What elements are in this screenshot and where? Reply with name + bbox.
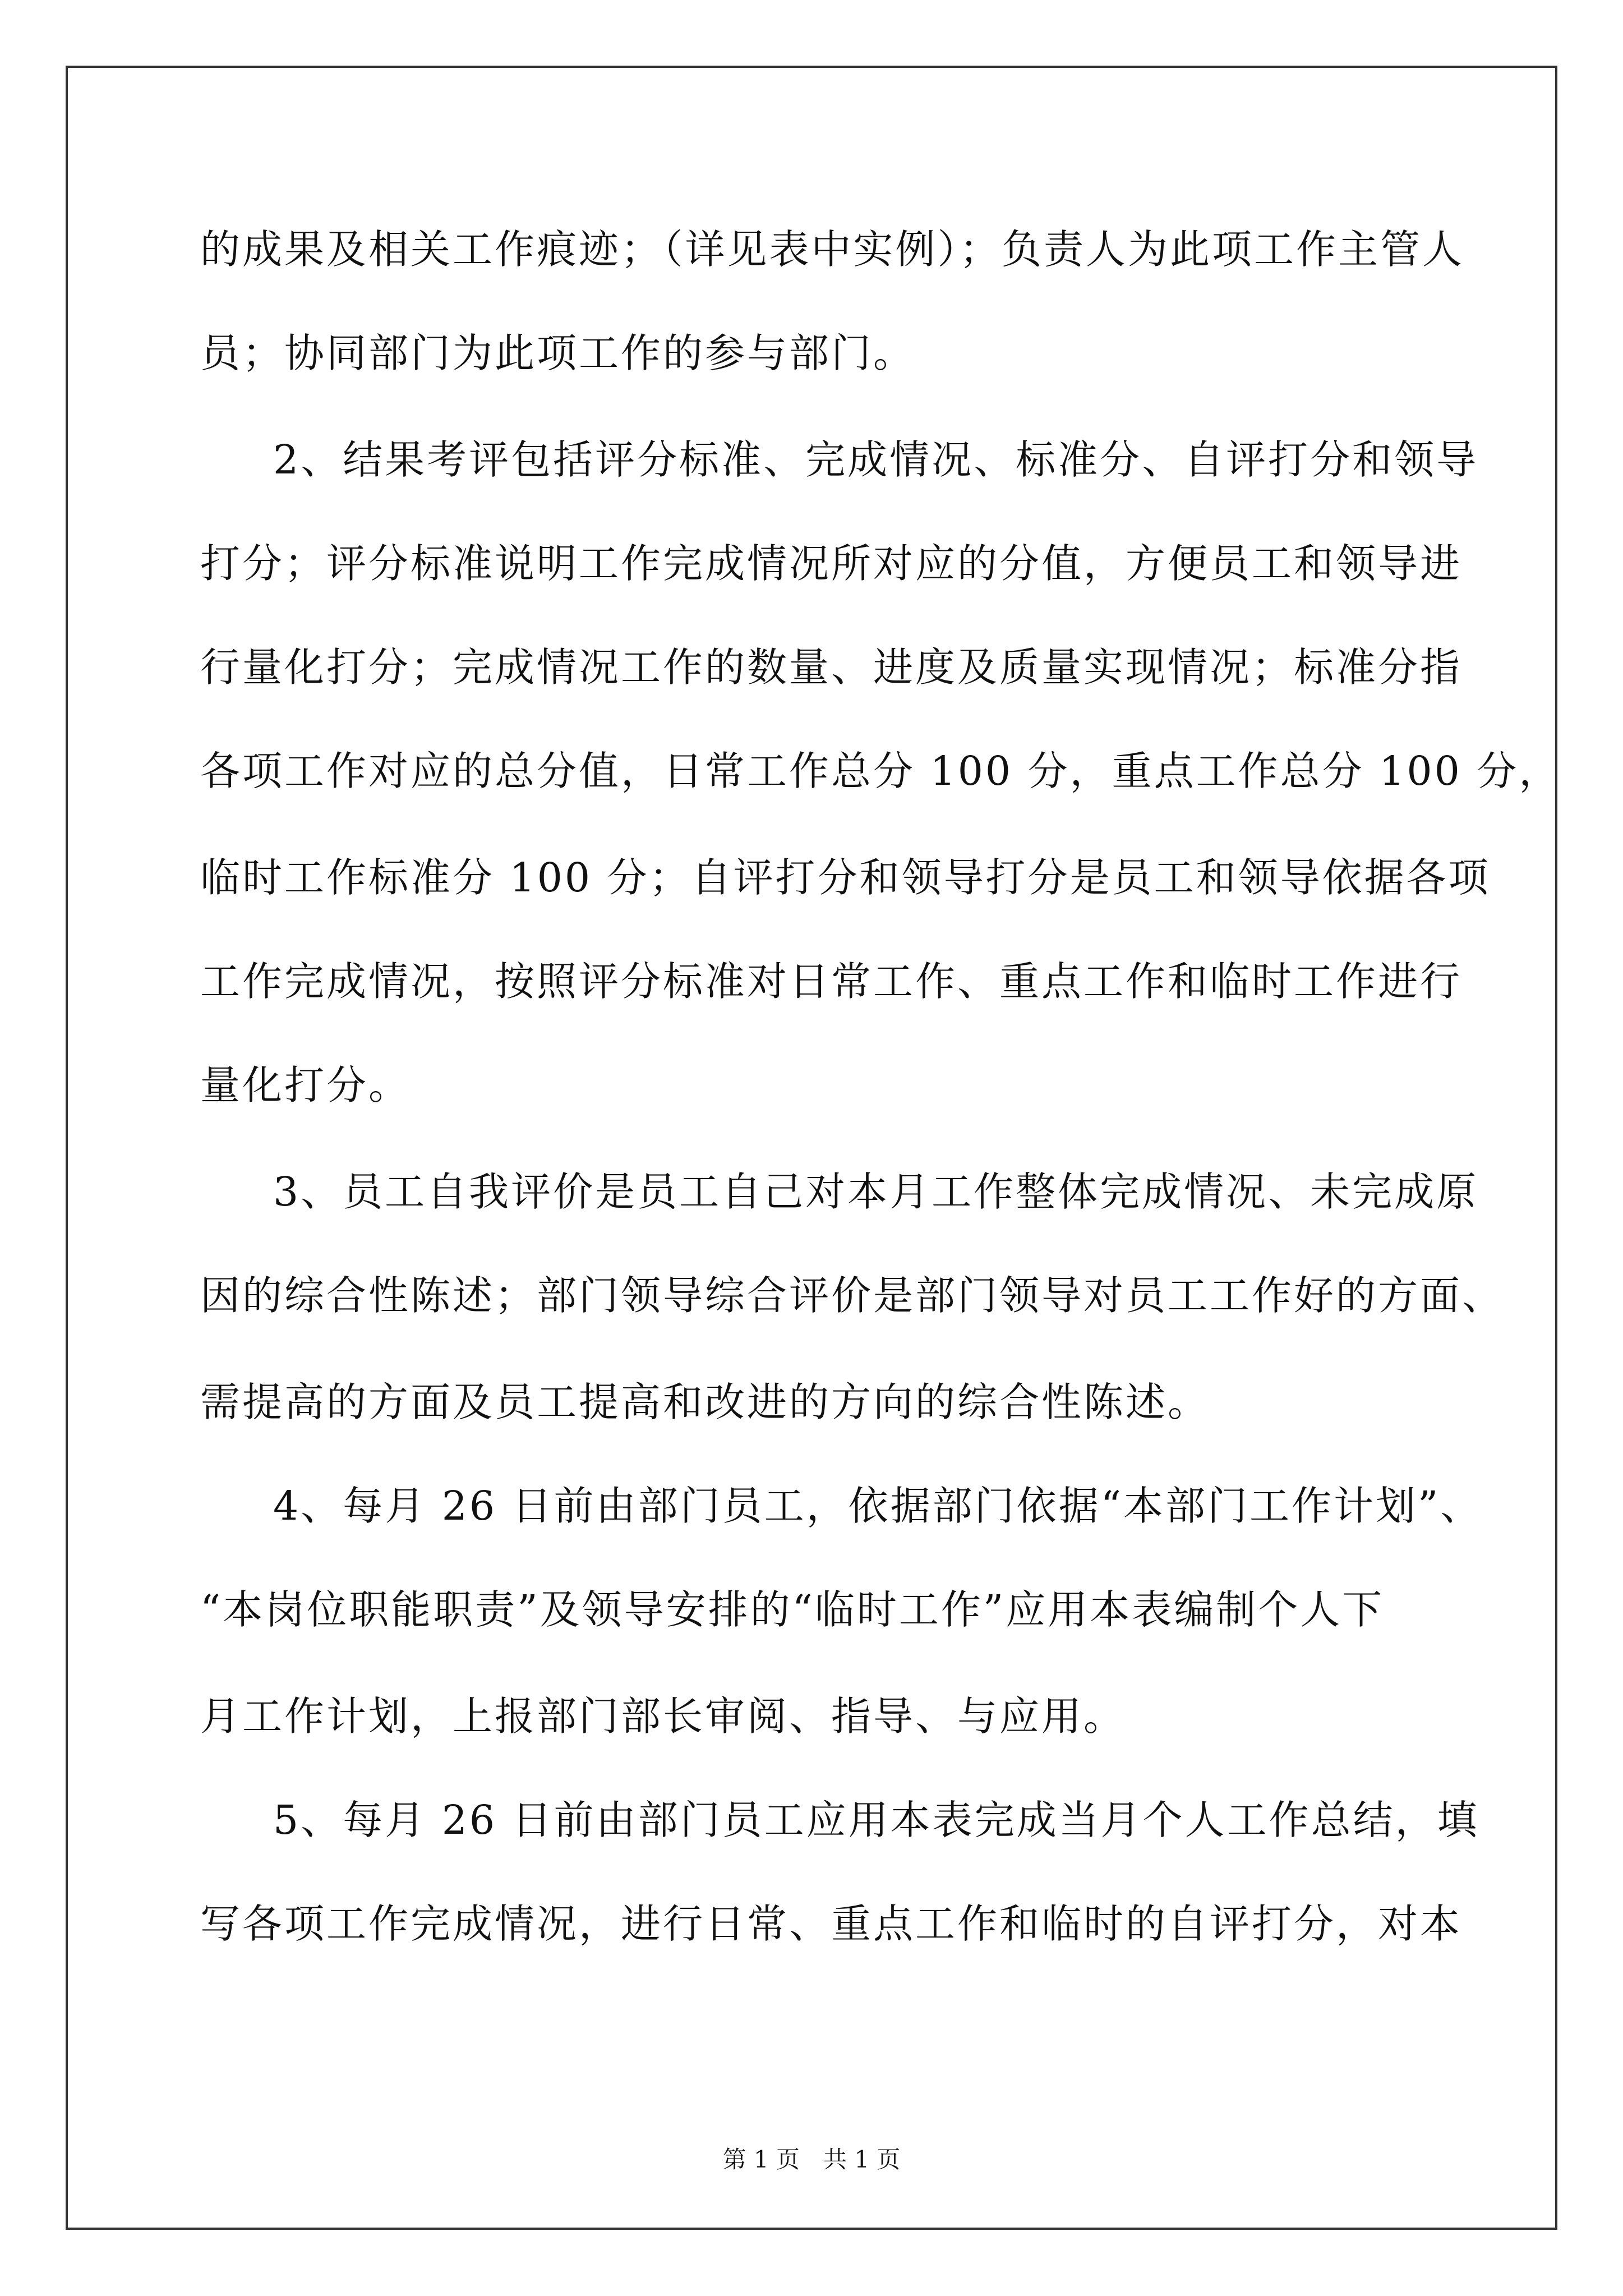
paragraph-3-start: 3、员工自我评价是员工自己对本月工作整体完成情况、未完成原 — [273, 1168, 1479, 1215]
text-line: 需提高的方面及员工提高和改进的方向的综合性陈述。 — [200, 1379, 1210, 1425]
text-line: 打分；评分标准说明工作完成情况所对应的分值，方便员工和领导进 — [200, 540, 1463, 587]
text-line: 各项工作对应的总分值，日常工作总分 100 分，重点工作总分 100 分， — [200, 748, 1561, 794]
text-line: 行量化打分；完成情况工作的数量、进度及质量实现情况；标准分指 — [200, 644, 1463, 691]
text-line: 临时工作标准分 100 分；自评打分和领导打分是员工和领导依据各项 — [200, 854, 1491, 901]
paragraph-5-start: 5、每月 26 日前由部门员工应用本表完成当月个人工作总结，填 — [273, 1797, 1479, 1843]
paragraph-4-start: 4、每月 26 日前由部门员工，依据部门依据“本部门工作计划”、 — [273, 1483, 1483, 1529]
text-line: 写各项工作完成情况，进行日常、重点工作和临时的自评打分，对本 — [200, 1901, 1463, 1947]
paragraph-2-start: 2、结果考评包括评分标准、完成情况、标准分、自评打分和领导 — [273, 436, 1479, 483]
text-line: 工作完成情况，按照评分标准对日常工作、重点工作和临时工作进行 — [200, 958, 1463, 1005]
text-line: 员；协同部门为此项工作的参与部门。 — [200, 330, 916, 376]
text-line: 的成果及相关工作痕迹；（详见表中实例）；负责人为此项工作主管人 — [200, 226, 1465, 273]
text-line: “本岗位职能职责”及领导安排的“临时工作”应用本表编制个人下 — [200, 1586, 1385, 1633]
text-line: 月工作计划，上报部门部长审阅、指导、与应用。 — [200, 1693, 1126, 1740]
text-line: 因的综合性陈述；部门领导综合评价是部门领导对员工工作好的方面、 — [200, 1272, 1505, 1319]
page-footer: 第 1 页 共 1 页 — [722, 2146, 901, 2173]
text-line: 量化打分。 — [200, 1062, 411, 1108]
